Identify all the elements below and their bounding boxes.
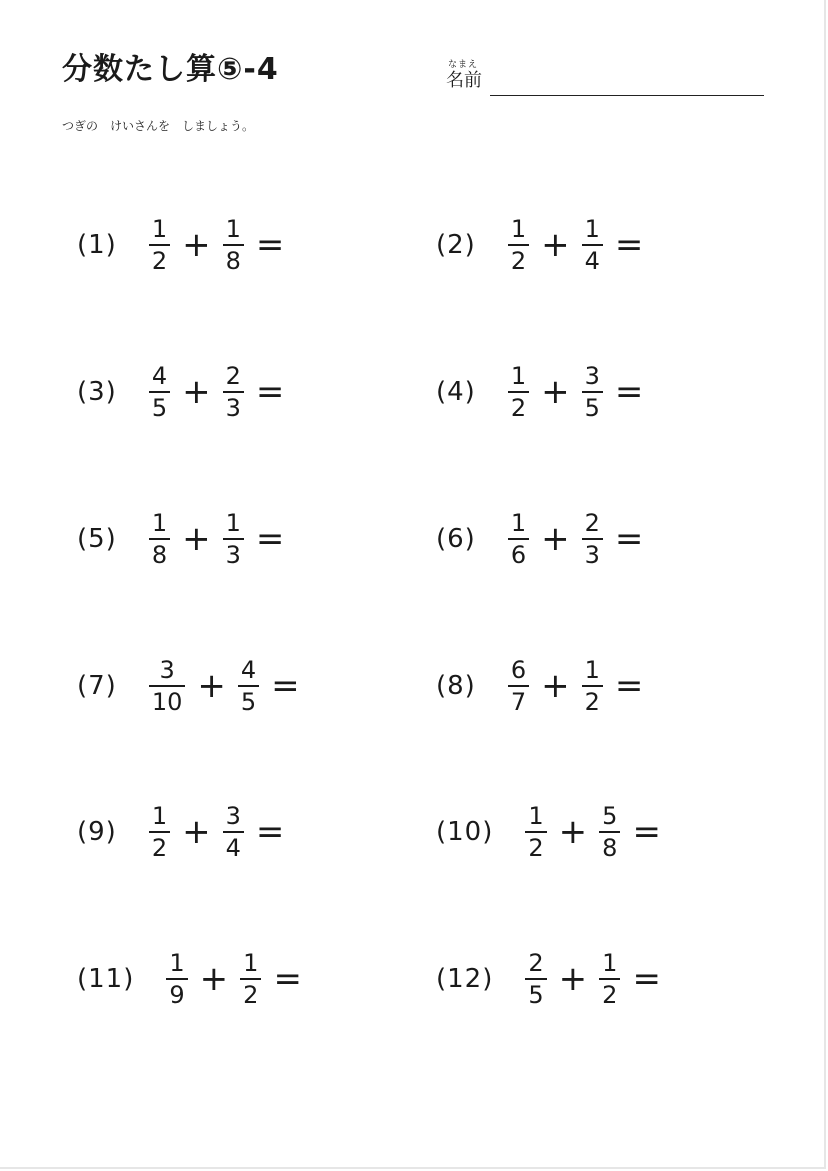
equals-sign: = <box>255 519 285 559</box>
problem-10 <box>436 800 661 864</box>
fraction-bar <box>223 244 244 246</box>
fraction-bar <box>238 685 259 687</box>
name-label: 名前 <box>446 70 482 91</box>
fraction-second <box>223 803 244 861</box>
numerator: 1 <box>225 509 241 537</box>
fraction-second <box>238 657 259 715</box>
equals-sign: = <box>255 225 285 265</box>
denominator: 9 <box>169 981 185 1009</box>
numerator: 1 <box>584 656 600 684</box>
denominator: 7 <box>510 688 527 716</box>
denominator: 2 <box>584 688 600 716</box>
problem-number: (10) <box>436 817 494 847</box>
fraction-second <box>223 216 244 274</box>
equals-sign: = <box>255 372 285 412</box>
plus-sign: + <box>541 666 570 706</box>
fraction-bar <box>149 538 170 540</box>
problem-8 <box>436 654 643 718</box>
denominator: 2 <box>151 834 168 862</box>
numerator: 1 <box>243 949 259 977</box>
denominator: 8 <box>225 247 241 275</box>
equals-sign: = <box>632 812 661 852</box>
fraction-bar <box>582 538 603 540</box>
denominator: 5 <box>528 981 544 1009</box>
plus-sign: + <box>182 812 211 852</box>
numerator: 1 <box>584 215 600 243</box>
numerator: 1 <box>528 802 544 830</box>
name-ruby: なまえ <box>448 60 479 70</box>
fraction-first <box>508 363 529 421</box>
equals-sign: = <box>632 959 661 999</box>
numerator: 4 <box>240 656 257 684</box>
plus-sign: + <box>182 519 211 559</box>
numerator: 1 <box>169 949 185 977</box>
equals-sign: = <box>271 666 300 706</box>
numerator: 1 <box>510 362 527 390</box>
numerator: 1 <box>151 215 168 243</box>
instructions: つぎの けいさんを しましょう。 <box>62 119 255 133</box>
fraction-second <box>223 363 244 421</box>
numerator: 1 <box>510 509 527 537</box>
fraction-first <box>525 803 546 861</box>
plus-sign: + <box>541 519 570 559</box>
fraction-bar <box>166 978 187 980</box>
problem-number: (3) <box>77 377 117 407</box>
problem-number: (1) <box>77 230 117 260</box>
plus-sign: + <box>199 959 229 999</box>
fraction-first <box>508 216 529 274</box>
equals-sign: = <box>614 519 644 559</box>
denominator: 4 <box>225 834 241 862</box>
problem-7 <box>77 654 300 718</box>
numerator: 2 <box>584 509 600 537</box>
problem-2 <box>436 213 643 277</box>
fraction-second <box>582 363 603 421</box>
fraction-bar <box>149 831 170 833</box>
fraction-first <box>166 950 187 1008</box>
worksheet-title: 分数たし算⑤-4 <box>62 52 279 87</box>
fraction-second <box>582 216 603 274</box>
denominator: 2 <box>510 247 527 275</box>
fraction-first <box>149 363 170 421</box>
denominator: 5 <box>584 394 600 422</box>
problem-9 <box>77 800 284 864</box>
equals-sign: = <box>273 959 302 999</box>
denominator: 2 <box>243 981 259 1009</box>
fraction-bar <box>223 538 244 540</box>
problem-number: (2) <box>436 230 476 260</box>
denominator: 3 <box>225 394 241 422</box>
fraction-bar <box>599 978 620 980</box>
problem-number: (4) <box>436 377 476 407</box>
equals-sign: = <box>255 812 285 852</box>
problem-4 <box>436 360 643 424</box>
problem-number: (6) <box>436 524 476 554</box>
numerator: 2 <box>225 362 241 390</box>
fraction-second <box>223 510 244 568</box>
numerator: 1 <box>510 215 527 243</box>
fraction-second <box>599 803 620 861</box>
fraction-bar <box>508 391 529 393</box>
numerator: 3 <box>584 362 600 390</box>
fraction-first <box>149 657 186 715</box>
fraction-bar <box>508 244 529 246</box>
fraction-bar <box>223 831 244 833</box>
name-write-line[interactable] <box>490 95 764 96</box>
problem-12 <box>436 947 661 1011</box>
equals-sign: = <box>614 666 644 706</box>
numerator: 3 <box>159 656 175 684</box>
fraction-bar <box>508 538 529 540</box>
plus-sign: + <box>182 225 211 265</box>
problem-number: (12) <box>436 964 494 994</box>
fraction-first <box>508 510 529 568</box>
fraction-first <box>149 510 170 568</box>
numerator: 3 <box>225 802 241 830</box>
problem-11 <box>77 947 302 1011</box>
fraction-bar <box>525 978 546 980</box>
equals-sign: = <box>614 225 644 265</box>
plus-sign: + <box>558 959 588 999</box>
denominator: 4 <box>584 247 600 275</box>
numerator: 1 <box>151 802 168 830</box>
numerator: 4 <box>151 362 168 390</box>
denominator: 6 <box>510 541 527 569</box>
fraction-second <box>582 510 603 568</box>
problem-number: (5) <box>77 524 117 554</box>
problem-number: (7) <box>77 671 117 701</box>
plus-sign: + <box>558 812 588 852</box>
problem-number: (11) <box>77 964 135 994</box>
problem-6 <box>436 507 643 571</box>
numerator: 1 <box>225 215 241 243</box>
numerator: 1 <box>151 509 168 537</box>
plus-sign: + <box>182 372 211 412</box>
numerator: 2 <box>528 949 544 977</box>
equals-sign: = <box>614 372 644 412</box>
numerator: 6 <box>510 656 527 684</box>
fraction-bar <box>240 978 261 980</box>
denominator: 5 <box>151 394 168 422</box>
denominator: 5 <box>240 688 257 716</box>
fraction-first <box>508 657 529 715</box>
fraction-bar <box>582 685 603 687</box>
numerator: 5 <box>602 802 618 830</box>
fraction-first <box>149 216 170 274</box>
plus-sign: + <box>541 225 570 265</box>
denominator: 10 <box>151 688 183 716</box>
fraction-second <box>582 657 603 715</box>
fraction-bar <box>508 685 529 687</box>
problem-number: (8) <box>436 671 476 701</box>
denominator: 3 <box>584 541 600 569</box>
fraction-bar <box>149 685 186 687</box>
fraction-bar <box>149 244 170 246</box>
denominator: 8 <box>151 541 168 569</box>
denominator: 3 <box>225 541 241 569</box>
plus-sign: + <box>541 372 570 412</box>
fraction-bar <box>223 391 244 393</box>
fraction-bar <box>525 831 546 833</box>
numerator: 1 <box>602 949 618 977</box>
plus-sign: + <box>197 666 226 706</box>
problem-5 <box>77 507 284 571</box>
fraction-first <box>149 803 170 861</box>
fraction-bar <box>149 391 170 393</box>
fraction-first <box>525 950 546 1008</box>
denominator: 2 <box>151 247 168 275</box>
fraction-bar <box>582 391 603 393</box>
problem-3 <box>77 360 284 424</box>
denominator: 2 <box>528 834 544 862</box>
denominator: 2 <box>510 394 527 422</box>
fraction-bar <box>599 831 620 833</box>
fraction-second <box>240 950 261 1008</box>
denominator: 8 <box>602 834 618 862</box>
fraction-bar <box>582 244 603 246</box>
problem-1 <box>77 213 284 277</box>
denominator: 2 <box>602 981 618 1009</box>
problem-number: (9) <box>77 817 117 847</box>
fraction-second <box>599 950 620 1008</box>
